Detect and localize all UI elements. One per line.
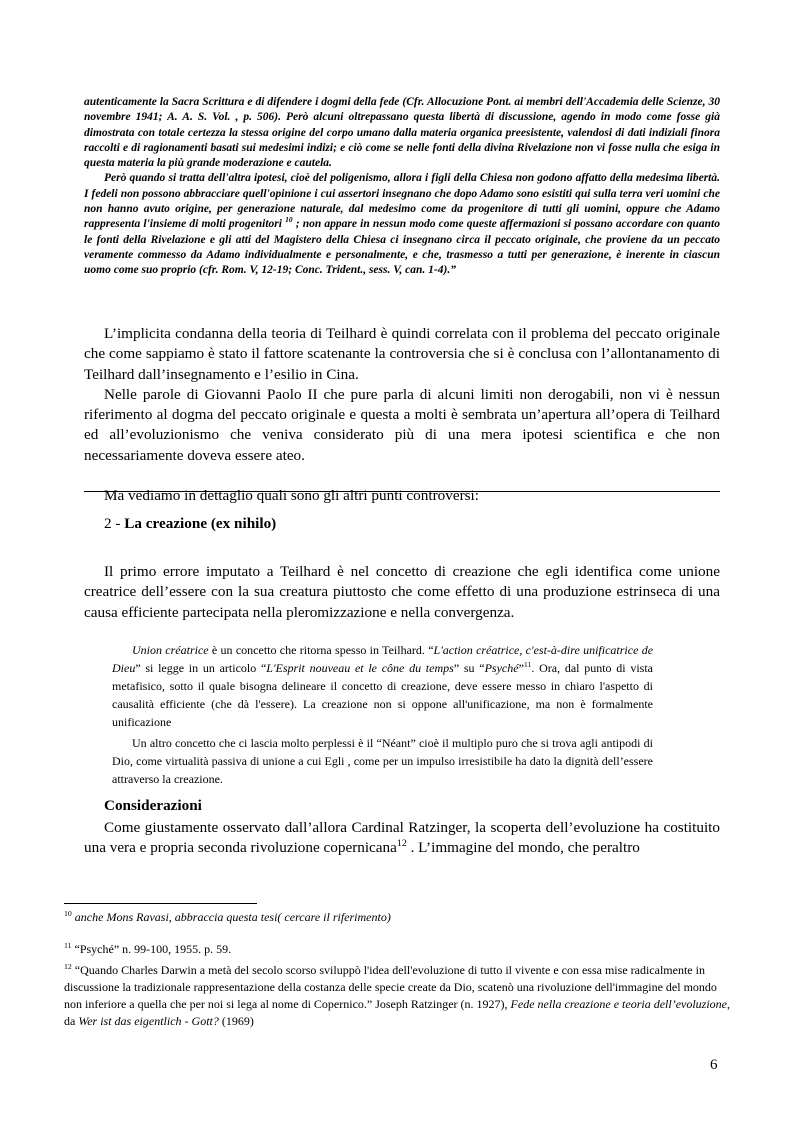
footnote-10 xyxy=(64,909,730,926)
footnote-12 xyxy=(64,962,730,1030)
body-paragraph-1: L’implicita condanna della teoria di Teilhard è quindi correlata con il problema del peccato originale che come sappiamo è stato il fattore scatenante la controversia che si è conclusa con l’allontanamento di Teilhard dall’insegnamento e l’esilio in Cina. xyxy=(84,325,720,383)
considerazioni-body xyxy=(84,818,720,859)
footnote-number: 10 xyxy=(64,909,72,918)
note-text: ” su “ xyxy=(453,661,485,675)
page-number: 6 xyxy=(710,1057,718,1073)
footnote-ref-12: 12 xyxy=(396,838,407,850)
note-paragraph-1 xyxy=(112,641,653,731)
section-paragraph-1: Il primo errore imputato a Teilhard è nel concetto di creazione che egli identifica come unione creatrice dell’essere con la sua creatura piuttosto che come effetto di una produzione estrinseca di una causa efficiente partecipata nella pleromizzazione e nella convergenza. xyxy=(84,563,720,621)
footnote-number: 12 xyxy=(64,962,72,971)
considerazioni-text: Come giustamente osservato dall’allora Cardinal Ratzinger, la scoperta dell’evoluzione ha costituito una vera e propria seconda rivoluzione copernicana xyxy=(84,819,720,857)
note-text: è un concetto che ritorna spesso in Teilhard. “ xyxy=(208,643,434,657)
footnote-11 xyxy=(64,941,730,958)
quote-paragraph-1: autenticamente la Sacra Scrittura e di difendere i dogmi della fede (Cfr. Allocuzione Pont. ai membri dell'Accademia delle Scienze, 30 novembre 1941; A. A. S. Vol. , p. 506). Però alcuni oltrepassano questa libertà di discussione, agendo in modo come fosse già dimostrata con totale certezza la stessa origine del corpo umano dalla materia organica preesistente, valendosi di dati indiziali finora raccolti e di ragionamenti basati sui medesimi indizi; e ciò come se nelle fonti della divina Rivelazione non vi fosse nulla che esiga in questa materia la più grande moderazione e cautela. xyxy=(84,96,720,170)
note-italic-action: L'action créatrice, c'est-à-dire unificatrice de Dieu xyxy=(112,643,654,675)
note-italic-union: Union créatrice xyxy=(132,643,209,657)
note-text: ” si legge in un articolo “ xyxy=(135,661,267,675)
footnote-number: 11 xyxy=(64,941,72,950)
note-paragraph-2: Un altro concetto che ci lascia molto perplessi è il “Néant” cioè il multiplo puro che si trova agli antipodi di Dio, come virtualità passiva di unione a cui Egli , come per un impulso irresistibile ha dato la dignità dell’essere attraverso la creazione. xyxy=(112,736,653,786)
body-section-2 xyxy=(84,562,720,623)
section-title: La creazione (ex nihilo) xyxy=(124,515,277,532)
footnote-text: anche Mons Ravasi, abbraccia questa tesi( cercare il riferimento) xyxy=(71,910,391,924)
considerazioni-text-continued: . L’immagine del mondo, che peraltro xyxy=(406,839,640,857)
section-heading xyxy=(104,515,276,533)
footnote-text: “Psyché” n. 99-100, 1955. p. 59. xyxy=(71,942,232,956)
note-italic-psyche: Psyché xyxy=(484,661,519,675)
considerazioni-paragraph xyxy=(84,818,720,859)
note-text: ” xyxy=(518,661,524,675)
footnote-italic-source: Wer ist das eigentlich - Gott? xyxy=(78,1014,219,1028)
footnote-separator xyxy=(64,903,257,904)
body-section-1 xyxy=(84,324,720,506)
footnote-ref-10: 10 xyxy=(285,215,293,225)
footnote-text: “Quando Charles Darwin a metà del secolo scorso sviluppò l'idea dell'evoluzione di tutto il vivente e con essa mise radicalmente in discussione la tradizionale rappresentazione della costanza delle specie create da Dio, scatenò una rivoluzione dell'immagine del mondo non inferiore a quella che per noi si lega al nome di Copernico.” Joseph Ratzinger (n. 1927), xyxy=(64,963,717,1011)
body-paragraph-2: Nelle parole di Giovanni Paolo II che pure parla di alcuni limiti non derogabili, non vi è nessun riferimento al dogma del peccato originale e questa a molti è sembrata un’apertura all’opera di Teilhard ed all’evoluzionismo che veniva considerato più di una mera ipotesi scientifica e che non necessariamente doveva essere ateo. xyxy=(84,385,720,464)
note-text: Ora, dal punto di vista metafisico, sotto il quale bisogna delineare il concetto di creazione, deve essere messo in chiaro l'aspetto di causalità efficiente (che dà l'essere). La creazione non si oppone all'unificazione, ma non è formalmente unificazione xyxy=(112,661,653,729)
footnote-ref-11: 11 xyxy=(523,660,532,669)
body-paragraph-3: Ma vediamo in dettaglio quali sono gli altri punti controversi: xyxy=(104,487,479,505)
quote-p2-text: Però quando si tratta dell'altra ipotesi, cioè del poligenismo, allora i figli della Chiesa non godono affatto della medesima libertà. I fedeli non possono abbracciare quell'opinione i cui assertori insegnano che dopo Adamo sono esistiti qui sulla terra veri uomini che non hanno avuto origine, per generazione naturale, dal medesimo come da progenitore di tutti gli uomini, oppure che Adamo rappresenta l'insieme di molti progenitori xyxy=(84,172,720,231)
papal-quote-block xyxy=(84,95,720,279)
section-number: 2 - xyxy=(104,515,125,532)
note-text: . xyxy=(531,661,535,675)
section-divider xyxy=(84,491,720,492)
footnote-text: (1969) xyxy=(218,1014,254,1028)
note-italic-article: L'Esprit nouveau et le cône du temps xyxy=(266,661,454,675)
quote-paragraph-2 xyxy=(84,171,720,278)
considerazioni-heading: Considerazioni xyxy=(104,797,202,814)
footnote-text: , da xyxy=(64,997,731,1028)
quote-p2-text-continued: ; non appare in nessun modo come queste affermazioni si possano accordare con quanto le fonti della Rivelazione e gli atti del Magistero della Chiesa ci insegnano circa il peccato originale, che proviene da un peccato veramente commesso da Adamo individualmente e personalmente, e che, trasmesso a tutti per generazione, è inerente in ciascun uomo come suo proprio (cfr. Rom. V, 12-19; Conc. Trident., sess. V, can. 1-4).” xyxy=(84,218,720,277)
footnote-italic-title: Fede nella creazione e teoria dell’evoluzione xyxy=(510,997,728,1011)
indented-note-block xyxy=(112,641,653,788)
